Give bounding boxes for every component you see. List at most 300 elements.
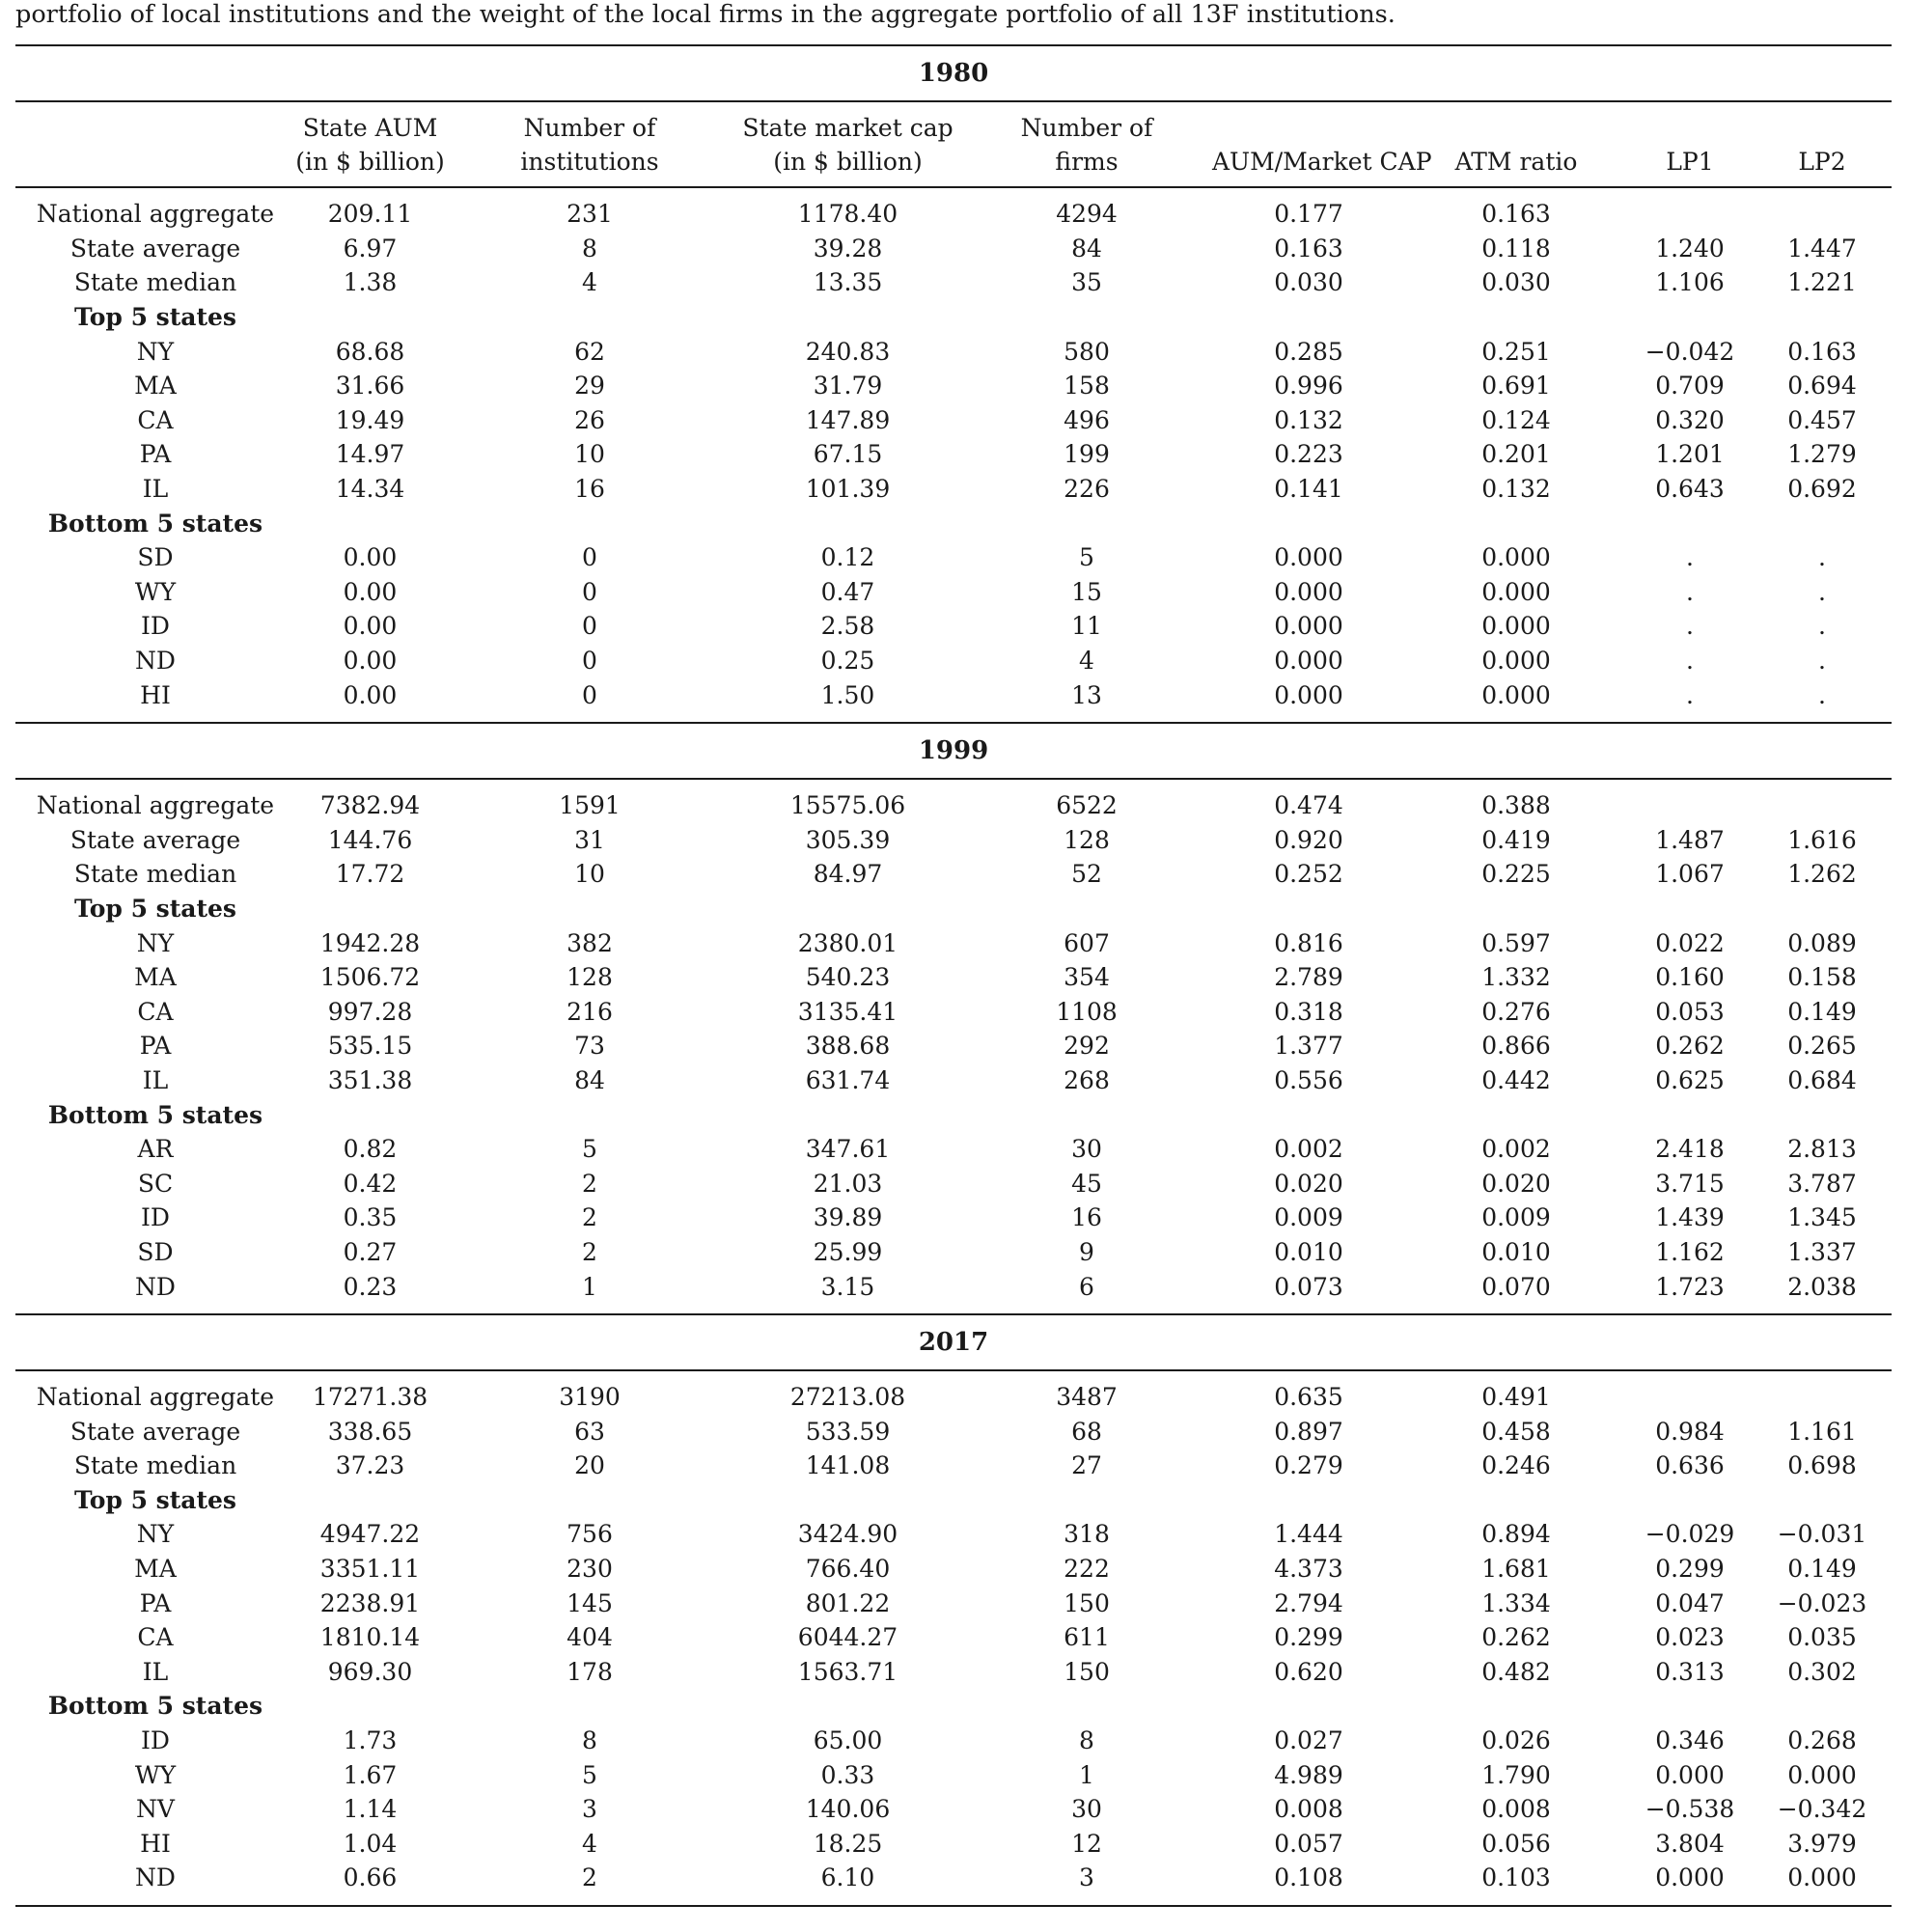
header-line: (in $ billion) [773, 147, 923, 176]
table-cell: 0.108 [1274, 1863, 1343, 1892]
table-cell: 0 [582, 612, 597, 641]
table-cell: 1.162 [1655, 1237, 1725, 1266]
table-cell: 0.302 [1787, 1657, 1857, 1686]
table-cell: 1.38 [343, 268, 398, 297]
table-cell: 351.38 [327, 1065, 413, 1094]
table-cell: 969.30 [327, 1657, 413, 1686]
table-cell: 0.000 [1787, 1760, 1857, 1789]
group-heading-row [15, 1689, 1892, 1724]
table-cell: . [1686, 543, 1694, 572]
header-line: (in $ billion) [295, 147, 445, 176]
table-row [15, 1166, 1892, 1201]
table-cell: 0.252 [1274, 860, 1343, 889]
table-row [15, 644, 1892, 678]
table-cell: 1.332 [1481, 963, 1551, 992]
table-cell: −0.342 [1777, 1795, 1867, 1824]
panel-body [15, 780, 1892, 1313]
table-cell: . [1818, 577, 1826, 606]
table-cell: 0.002 [1274, 1135, 1343, 1164]
table-cell: 766.40 [805, 1555, 891, 1584]
table-cell: 0.000 [1274, 543, 1343, 572]
table-cell: 0.82 [343, 1135, 398, 1164]
table-cell: 21.03 [813, 1169, 883, 1198]
table-cell: 0.692 [1787, 475, 1857, 504]
table-cell: 1.447 [1787, 234, 1857, 262]
header-line: firms [1055, 147, 1119, 176]
table-cell: 0.491 [1481, 1383, 1551, 1412]
table-cell: 63 [574, 1417, 605, 1446]
table-cell: 756 [567, 1520, 613, 1549]
table-cell: 0.299 [1655, 1555, 1725, 1584]
table-cell: 0.709 [1655, 372, 1725, 400]
table-cell: 0.246 [1481, 1451, 1551, 1480]
table-cell: 0.149 [1787, 997, 1857, 1026]
table-row [15, 1757, 1892, 1792]
table-cell: 0 [582, 577, 597, 606]
table-row [15, 1724, 1892, 1758]
table-cell: 5 [582, 1760, 597, 1789]
row-label: ID [141, 1726, 170, 1755]
table-cell: 0.132 [1274, 405, 1343, 434]
table-cell: 9 [1079, 1237, 1094, 1266]
table-cell: 0.177 [1274, 200, 1343, 229]
table-row [15, 1380, 1892, 1415]
row-label: MA [134, 372, 177, 400]
table-row [15, 472, 1892, 507]
table-cell: 997.28 [327, 997, 413, 1026]
table-row [15, 1552, 1892, 1587]
table-cell: 4 [582, 1829, 597, 1858]
table-cell: 0.132 [1481, 475, 1551, 504]
table-cell: 0.000 [1274, 612, 1343, 641]
table-cell: 0.163 [1481, 200, 1551, 229]
table-cell: 1.67 [343, 1760, 398, 1789]
table-cell: 18.25 [813, 1829, 883, 1858]
table-row [15, 1861, 1892, 1895]
table-row [15, 857, 1892, 892]
header-line: LP2 [1798, 147, 1846, 176]
table-cell: 631.74 [805, 1065, 891, 1094]
table-cell: 540.23 [805, 963, 891, 992]
table-cell: 1.377 [1274, 1032, 1343, 1061]
table-cell: 45 [1071, 1169, 1102, 1198]
table-cell: . [1818, 543, 1826, 572]
table-cell: 0.42 [343, 1169, 398, 1198]
table-cell: 0.000 [1481, 577, 1551, 606]
table-row [15, 575, 1892, 610]
group-heading-row [15, 892, 1892, 926]
table-cell: 4.989 [1274, 1760, 1343, 1789]
table-cell: 3.15 [820, 1272, 875, 1301]
table-cell: 0.009 [1274, 1203, 1343, 1232]
table-cell: 150 [1064, 1588, 1110, 1617]
table-cell: 27213.08 [789, 1383, 906, 1412]
table-cell: 0.000 [1481, 543, 1551, 572]
table-cell: 382 [567, 928, 613, 957]
table-cell: 20 [574, 1451, 605, 1480]
table-cell: 178 [567, 1657, 613, 1686]
header-line: AUM/Market CAP [1212, 147, 1432, 176]
table-cell: −0.029 [1644, 1520, 1735, 1549]
table-cell: 1.50 [820, 680, 875, 709]
row-label: NY [136, 1520, 175, 1549]
table-cell: 0 [582, 647, 597, 676]
table-cell: 0.625 [1655, 1065, 1725, 1094]
table-row [15, 1449, 1892, 1483]
table-cell: 347.61 [805, 1135, 891, 1164]
table-cell: 0.346 [1655, 1726, 1725, 1755]
column-header-row [15, 102, 1892, 186]
row-label: MA [134, 963, 177, 992]
row-label: PA [139, 1588, 172, 1617]
header-aum-market-cap [1212, 111, 1432, 179]
header-line: Number of [523, 113, 656, 142]
table-cell: 1.73 [343, 1726, 398, 1755]
row-label: State median [73, 268, 237, 297]
table-cell: 0.620 [1274, 1657, 1343, 1686]
row-label: State median [73, 1451, 237, 1480]
table-cell: 1.444 [1274, 1520, 1343, 1549]
table-cell: 0.684 [1787, 1065, 1857, 1094]
table-cell: 2238.91 [319, 1588, 421, 1617]
table-cell: 0.00 [343, 577, 398, 606]
table-cell: . [1686, 612, 1694, 641]
table-cell: 0.124 [1481, 405, 1551, 434]
table-cell: 0.103 [1481, 1863, 1551, 1892]
table-cell: 209.11 [327, 200, 413, 229]
table-cell: 17271.38 [312, 1383, 428, 1412]
table-cell: 0.223 [1274, 440, 1343, 469]
table-cell: 1.790 [1481, 1760, 1551, 1789]
table-cell: 0.00 [343, 612, 398, 641]
table-cell: 68.68 [335, 337, 405, 366]
table-cell: 0.010 [1481, 1237, 1551, 1266]
table-cell: 0.225 [1481, 860, 1551, 889]
table-cell: 0.458 [1481, 1417, 1551, 1446]
table-cell: 39.28 [813, 234, 883, 262]
table-cell: 0.643 [1655, 475, 1725, 504]
row-label: State average [69, 825, 241, 854]
table-cell: 535.15 [327, 1032, 413, 1061]
table-cell: 2.418 [1655, 1135, 1725, 1164]
table-cell: 145 [567, 1588, 613, 1617]
row-label: NV [136, 1795, 175, 1824]
row-label: CA [137, 997, 174, 1026]
table-cell: 0.299 [1274, 1623, 1343, 1652]
table-cell: 6.97 [343, 234, 398, 262]
table-cell: 240.83 [805, 337, 891, 366]
table-cell: . [1686, 680, 1694, 709]
table-cell: 128 [567, 963, 613, 992]
table-cell: 0.053 [1655, 997, 1725, 1026]
table-cell: 14.97 [335, 440, 405, 469]
group-heading-row [15, 506, 1892, 540]
table-cell: 15575.06 [789, 791, 906, 820]
table-cell: 0.920 [1274, 825, 1343, 854]
table-cell: 1.161 [1787, 1417, 1857, 1446]
table-cell: 11 [1071, 612, 1102, 641]
table-cell: 0.691 [1481, 372, 1551, 400]
table-cell: 0.635 [1274, 1383, 1343, 1412]
table-cell: 216 [567, 997, 613, 1026]
table-cell: 10 [574, 440, 605, 469]
table-cell: 388.68 [805, 1032, 891, 1061]
header-line: State AUM [302, 113, 438, 142]
table-row [15, 1235, 1892, 1270]
table-row [15, 1063, 1892, 1098]
table-cell: 0.897 [1274, 1417, 1343, 1446]
table-cell: 3424.90 [797, 1520, 898, 1549]
table-cell: 16 [574, 475, 605, 504]
table-cell: 0.318 [1274, 997, 1343, 1026]
table-row [15, 960, 1892, 995]
table-cell: 268 [1064, 1065, 1110, 1094]
table-cell: 0.320 [1655, 405, 1725, 434]
table-cell: 84.97 [813, 860, 883, 889]
table-cell: 1.221 [1787, 268, 1857, 297]
table-cell: 0.419 [1481, 825, 1551, 854]
group-heading-row [15, 1483, 1892, 1518]
table-cell: 0.047 [1655, 1588, 1725, 1617]
row-label: ID [141, 612, 170, 641]
table-cell: 140.06 [805, 1795, 891, 1824]
table-cell: 199 [1064, 440, 1110, 469]
table-cell: 37.23 [335, 1451, 405, 1480]
row-label: HI [140, 1829, 171, 1858]
bottom-rule [15, 1905, 1892, 1907]
table-cell: 3 [582, 1795, 597, 1824]
table-cell: 68 [1071, 1417, 1102, 1446]
table-cell: 404 [567, 1623, 613, 1652]
table-cell: 39.89 [813, 1203, 883, 1232]
table-cell: 144.76 [327, 825, 413, 854]
table-row [15, 1269, 1892, 1304]
table-cell: 2.789 [1274, 963, 1343, 992]
table-cell: 0.35 [343, 1203, 398, 1232]
header-number-of-institutions [445, 111, 734, 179]
table-cell: 0.262 [1655, 1032, 1725, 1061]
table-row [15, 823, 1892, 858]
table-cell: 533.59 [805, 1417, 891, 1446]
table-cell: 6.10 [820, 1863, 875, 1892]
table-row [15, 1132, 1892, 1167]
table-cell: 1108 [1056, 997, 1118, 1026]
table-cell: 0.268 [1787, 1726, 1857, 1755]
table-cell: 6522 [1056, 791, 1118, 820]
table-cell: 801.22 [805, 1588, 891, 1617]
table-cell: 0.073 [1274, 1272, 1343, 1301]
table-cell: 4 [582, 268, 597, 297]
table-cell: 0.262 [1481, 1623, 1551, 1652]
table-row [15, 788, 1892, 823]
table-cell: 0.25 [820, 647, 875, 676]
table-cell: 231 [567, 200, 613, 229]
table-cell: 30 [1071, 1135, 1102, 1164]
group-heading-row [15, 300, 1892, 335]
table-cell: 0.201 [1481, 440, 1551, 469]
table-row [15, 1414, 1892, 1449]
header-line: ATM ratio [1454, 147, 1578, 176]
table-cell: 3351.11 [319, 1555, 421, 1584]
table-row [15, 334, 1892, 369]
table-cell: . [1818, 612, 1826, 641]
panel-year-heading: 1999 [918, 735, 989, 765]
table-cell: 67.15 [813, 440, 883, 469]
table-row [15, 265, 1892, 300]
table-row [15, 1827, 1892, 1862]
table-cell: 0.265 [1787, 1032, 1857, 1061]
row-label: ND [135, 647, 176, 676]
table-cell: 147.89 [805, 405, 891, 434]
row-label: WY [134, 577, 177, 606]
row-label: IL [142, 475, 169, 504]
table-row [15, 540, 1892, 575]
table-cell: −0.538 [1644, 1795, 1735, 1824]
table-cell: 65.00 [813, 1726, 883, 1755]
table-cell: 5 [1079, 543, 1094, 572]
table-cell: 7382.94 [319, 791, 421, 820]
table-cell: 607 [1064, 928, 1110, 957]
group-label: Bottom 5 states [47, 1692, 263, 1721]
table-cell: 8 [1079, 1726, 1094, 1755]
table-cell: 1.681 [1481, 1555, 1551, 1584]
table-cell: 12 [1071, 1829, 1102, 1858]
table-row [15, 609, 1892, 644]
table-cell: 318 [1064, 1520, 1110, 1549]
table-cell: 84 [1071, 234, 1102, 262]
table-cell: 1.262 [1787, 860, 1857, 889]
table-cell: 0 [582, 543, 597, 572]
table-cell: 4 [1079, 647, 1094, 676]
table-cell: 0.160 [1655, 963, 1725, 992]
table-row [15, 437, 1892, 472]
table-cell: 292 [1064, 1032, 1110, 1061]
table-cell: 0.636 [1655, 1451, 1725, 1480]
table-cell: 580 [1064, 337, 1110, 366]
table-cell: −0.031 [1777, 1520, 1867, 1549]
table-cell: 0.089 [1787, 928, 1857, 957]
table-cell: 31.79 [813, 372, 883, 400]
table-cell: 0.000 [1274, 647, 1343, 676]
header-state-market-cap [734, 111, 961, 179]
table-cell: 4.373 [1274, 1555, 1343, 1584]
table-cell: 0.000 [1481, 647, 1551, 676]
table-caption: portfolio of local institutions and the weight of the local firms in the aggregate portfolio of all 13F institutions. [15, 0, 1396, 29]
table-cell: 2 [582, 1237, 597, 1266]
table-cell: 3.787 [1787, 1169, 1857, 1198]
table-cell: 0 [582, 680, 597, 709]
table-cell: 25.99 [813, 1237, 883, 1266]
table-cell: 158 [1064, 372, 1110, 400]
table-cell: 1 [1079, 1760, 1094, 1789]
table-cell: 0.056 [1481, 1829, 1551, 1858]
table-cell: 0.149 [1787, 1555, 1857, 1584]
table-cell: 0.442 [1481, 1065, 1551, 1094]
table-cell: 8 [582, 1726, 597, 1755]
table-cell: 1.334 [1481, 1588, 1551, 1617]
table-cell: 0.000 [1274, 680, 1343, 709]
header-line: LP1 [1666, 147, 1714, 176]
row-label: NY [136, 928, 175, 957]
table-row [15, 1517, 1892, 1552]
table-cell: 52 [1071, 860, 1102, 889]
header-state-aum [295, 111, 445, 179]
table-cell: 0.000 [1274, 577, 1343, 606]
group-label: Bottom 5 states [47, 509, 263, 538]
row-label: SD [137, 1237, 174, 1266]
table-cell: 0.057 [1274, 1829, 1343, 1858]
table-cell: 0.996 [1274, 372, 1343, 400]
group-heading-row [15, 1097, 1892, 1132]
table-cell: 2.794 [1274, 1588, 1343, 1617]
row-label: ID [141, 1203, 170, 1232]
table-cell: 13 [1071, 680, 1102, 709]
table-row [15, 1620, 1892, 1655]
table-cell: 1.067 [1655, 860, 1725, 889]
table-row [15, 1201, 1892, 1235]
table-cell: 1.723 [1655, 1272, 1725, 1301]
table-cell: 0.00 [343, 680, 398, 709]
table-cell: 29 [574, 372, 605, 400]
table-cell: 17.72 [335, 860, 405, 889]
header-line: institutions [520, 147, 659, 176]
table-cell: 2.038 [1787, 1272, 1857, 1301]
table-cell: 3.804 [1655, 1829, 1725, 1858]
table-cell: 2 [582, 1203, 597, 1232]
table-cell: 0.866 [1481, 1032, 1551, 1061]
table-cell: 30 [1071, 1795, 1102, 1824]
table-cell: 1.337 [1787, 1237, 1857, 1266]
table-cell: 0.008 [1274, 1795, 1343, 1824]
table-cell: 3135.41 [797, 997, 898, 1026]
table-cell: 0.118 [1481, 234, 1551, 262]
table-cell: 26 [574, 405, 605, 434]
table-cell: 1.240 [1655, 234, 1725, 262]
table-cell: −0.042 [1644, 337, 1735, 366]
row-label: PA [139, 440, 172, 469]
table-cell: 4947.22 [319, 1520, 421, 1549]
table-cell: 2 [582, 1863, 597, 1892]
row-label: SC [137, 1169, 174, 1198]
table-cell: . [1686, 647, 1694, 676]
table-cell: 13.35 [813, 268, 883, 297]
table-cell: 3487 [1056, 1383, 1118, 1412]
table-cell: 0.000 [1787, 1863, 1857, 1892]
table-row [15, 994, 1892, 1029]
table-cell: 31 [574, 825, 605, 854]
table-cell: . [1686, 577, 1694, 606]
table-cell: 0.030 [1481, 268, 1551, 297]
table-cell: 8 [582, 234, 597, 262]
table-cell: 14.34 [335, 475, 405, 504]
table-cell: 0.474 [1274, 791, 1343, 820]
table-cell: 0.002 [1481, 1135, 1551, 1164]
table-cell: 0.009 [1481, 1203, 1551, 1232]
table-cell: 1.279 [1787, 440, 1857, 469]
table-cell: 2.58 [820, 612, 875, 641]
table-cell: 1178.40 [797, 200, 898, 229]
table-row [15, 232, 1892, 266]
row-label: National aggregate [36, 1383, 275, 1412]
table-cell: 0.457 [1787, 405, 1857, 434]
table-cell: 0.010 [1274, 1237, 1343, 1266]
table-cell: 10 [574, 860, 605, 889]
table-cell: 1810.14 [319, 1623, 421, 1652]
panel-body [15, 1371, 1892, 1905]
table-cell: 0.482 [1481, 1657, 1551, 1686]
table-cell: 0.163 [1274, 234, 1343, 262]
table-cell: 338.65 [327, 1417, 413, 1446]
